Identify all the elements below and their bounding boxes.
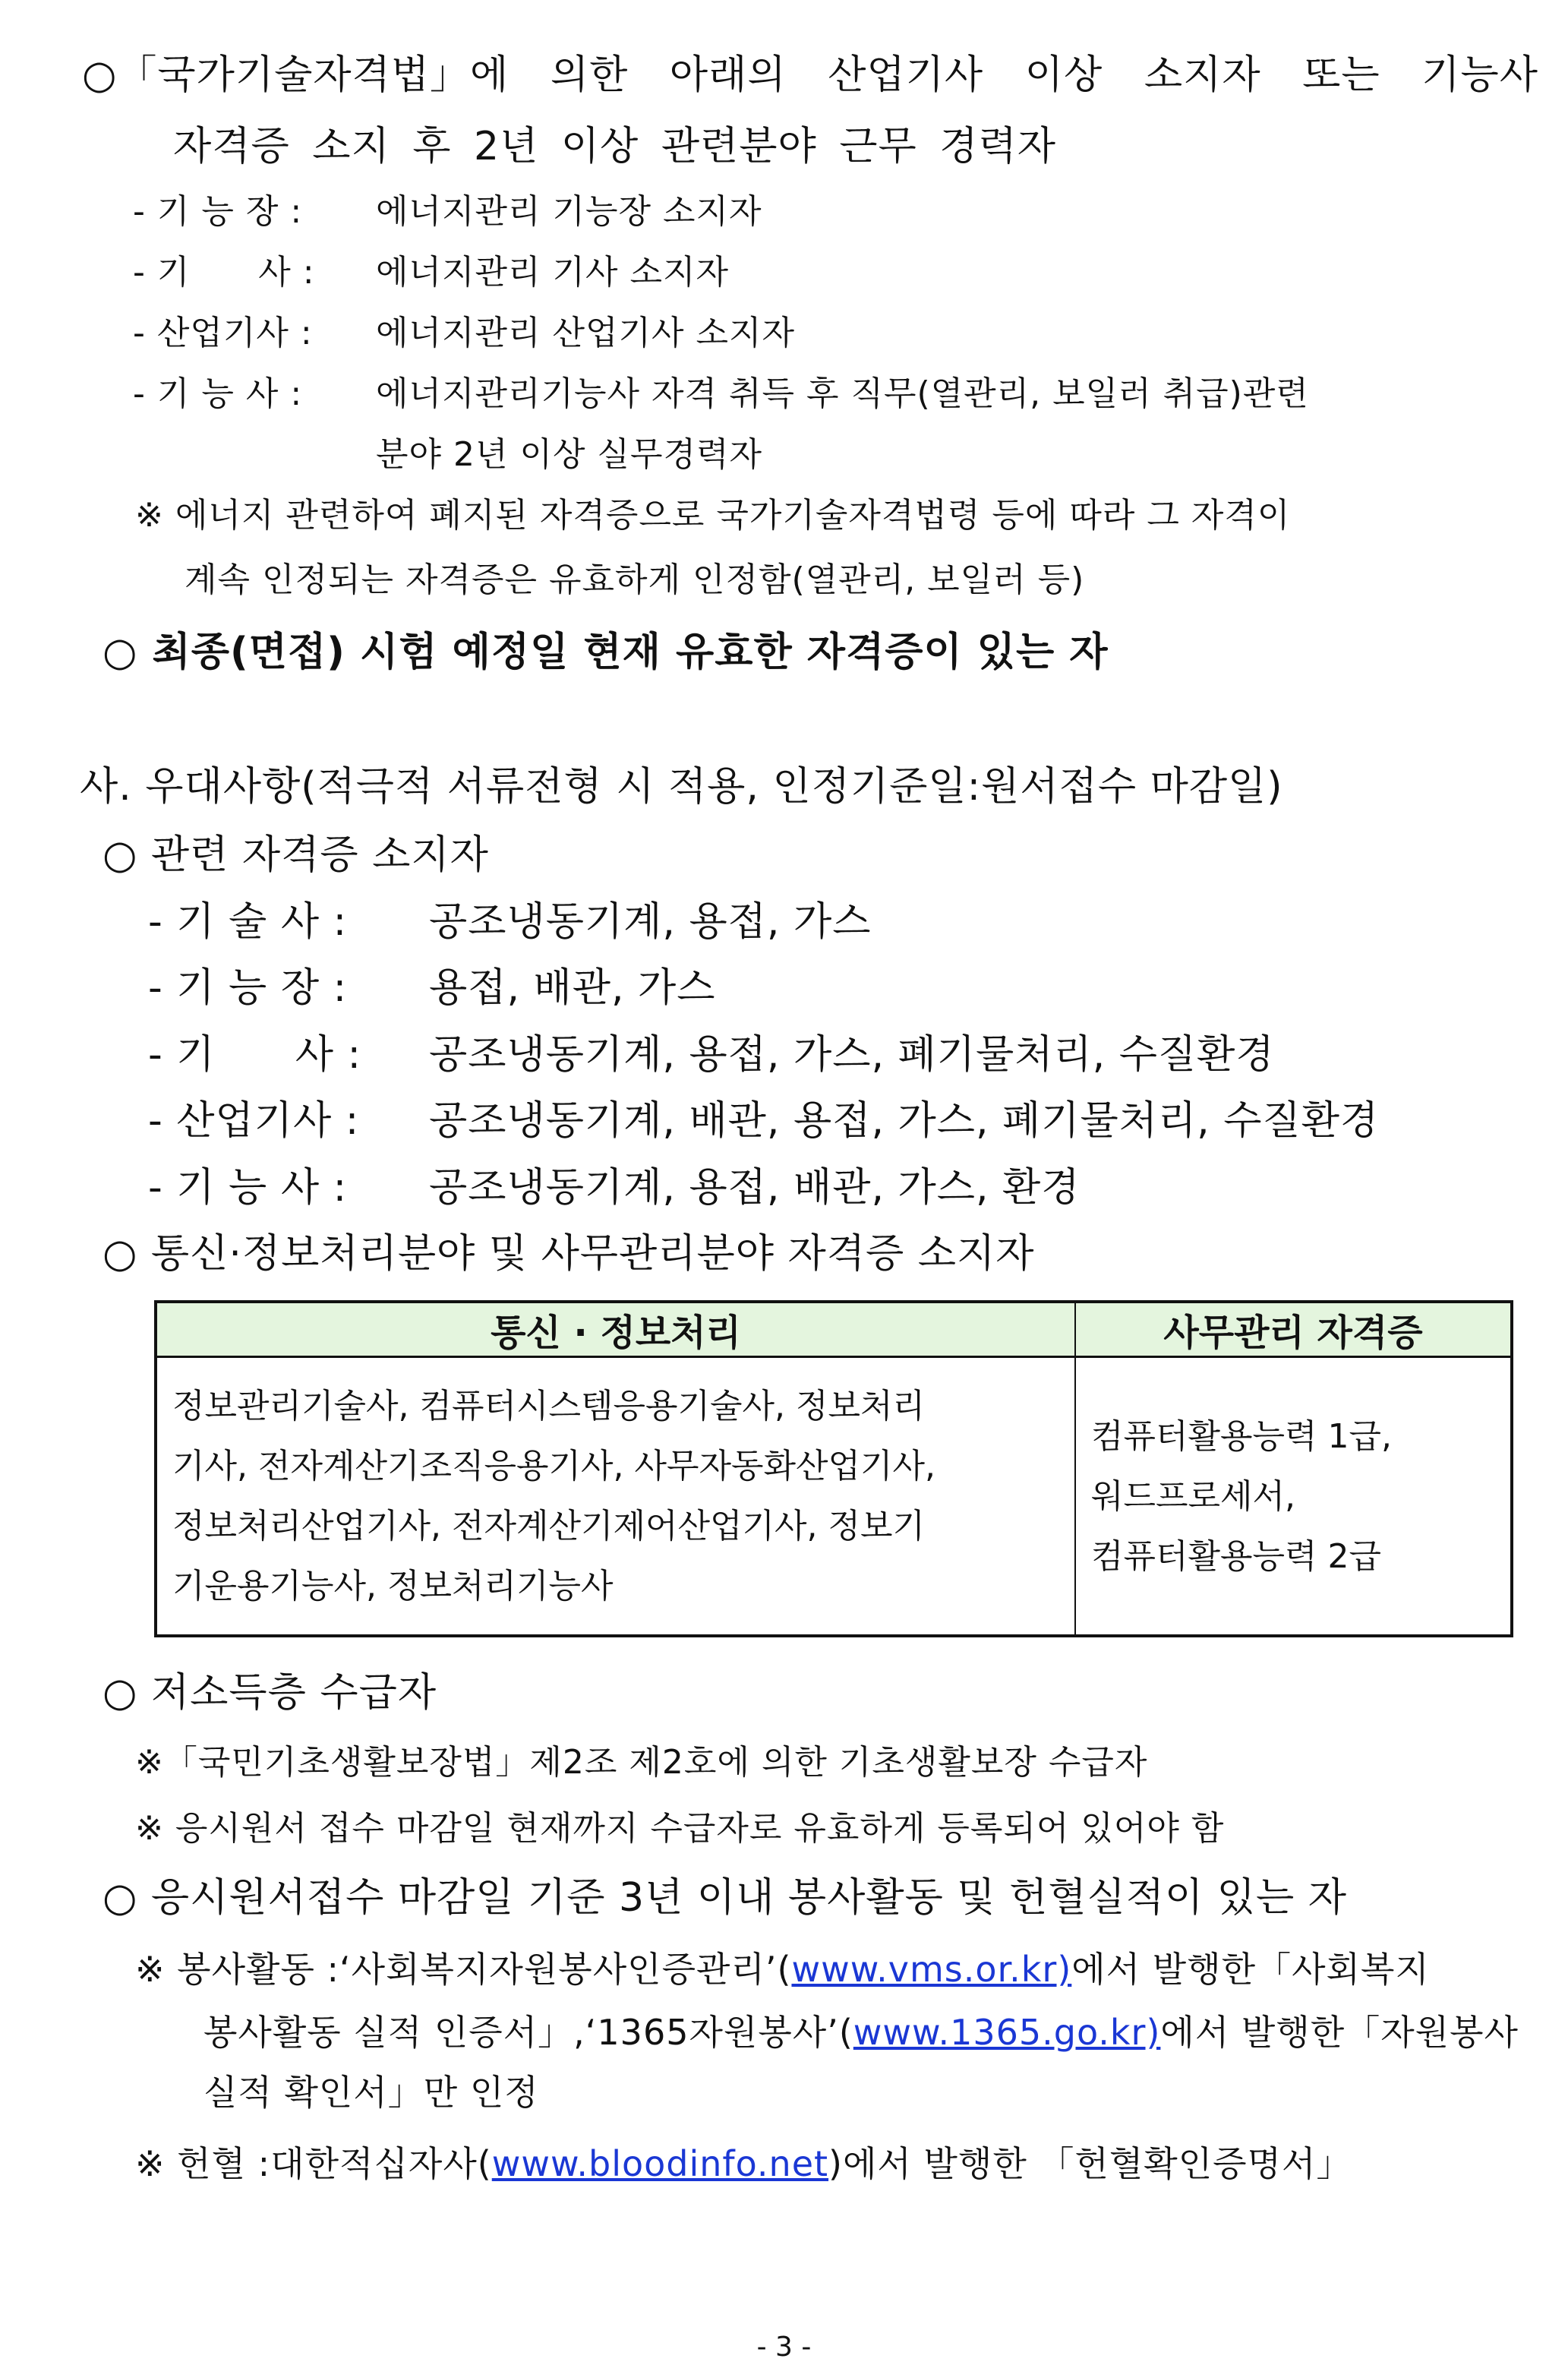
pref-item-text: 공조냉동기계, 배관, 용접, 가스, 폐기물처리, 수질환경 xyxy=(429,1098,1380,1144)
table-cell-line: 워드프로세서, xyxy=(1091,1476,1296,1516)
pref-item-label: - 기 술 사 : xyxy=(148,899,348,945)
cert-item-label: - 산업기사 : xyxy=(133,314,313,352)
cert-item-text: 에너지관리 산업기사 소지자 xyxy=(376,314,796,352)
volunteer-prefix: ※ 봉사활동 :‘사회복지자원봉사인증관리’( xyxy=(135,1949,792,1990)
table-cell-line: 정보관리기술사, 컴퓨터시스템응용기술사, 정보처리 xyxy=(172,1387,926,1426)
cert-note-line1: ※ 에너지 관련하여 폐지된 자격증으로 국가기술자격법령 등에 따라 그 자격이 xyxy=(135,496,1291,535)
blood-suffix: )에서 발행한 「헌혈확인증명서」 xyxy=(828,2143,1352,2184)
table-cell-office xyxy=(1075,1357,1512,1637)
pref-item-text: 용접, 배관, 가스 xyxy=(429,965,716,1011)
pref-item-label: - 기 능 장 : xyxy=(148,965,348,1011)
table-header-it: 통신 · 정보처리 xyxy=(156,1302,1075,1357)
cert-item-text: 에너지관리기능사 자격 취득 후 직무(열관리, 보일러 취급)관련 xyxy=(376,374,1309,413)
table-cell-line: 정보처리산업기사, 전자계산기제어산업기사, 정보기 xyxy=(172,1507,926,1546)
1365-link[interactable]: www.1365.go.kr) xyxy=(853,2012,1161,2053)
pref-item-text: 공조냉동기계, 용접, 배관, 가스, 환경 xyxy=(429,1165,1081,1211)
blood-prefix: ※ 헌혈 :대한적십자사( xyxy=(135,2143,492,2184)
pref-heading: 사. 우대사항(적극적 서류전형 시 적용, 인정기준일:원서접수 마감일) xyxy=(80,764,1283,810)
word: 소지자 xyxy=(1144,52,1261,98)
pref-bullet-3: ○ 저소득층 수급자 xyxy=(103,1670,437,1716)
page-number: - 3 - xyxy=(756,2332,812,2363)
word: 산업기사 xyxy=(828,52,984,98)
pref-item-text: 공조냉동기계, 용접, 가스, 폐기물처리, 수질환경 xyxy=(429,1032,1275,1078)
cert-note-line2: 계속 인정되는 자격증은 유효하게 인정함(열관리, 보일러 등) xyxy=(185,560,1085,599)
word: ○「국가기술자격법」에 xyxy=(82,52,510,98)
cert-item-text: 에너지관리 기능장 소지자 xyxy=(376,192,762,231)
volunteer-line2-prefix: 봉사활동 실적 인증서」,‘1365자원봉사’( xyxy=(203,2012,853,2053)
word: 이상 xyxy=(1024,52,1103,98)
word: 또는 xyxy=(1302,52,1380,98)
cert-main-bullet-line2: 자격증 소지 후 2년 이상 관련분야 근무 경력자 xyxy=(173,124,1056,169)
pref-bullet-4: ○ 응시원서접수 마감일 기준 3년 이내 봉사활동 및 헌혈실적이 있는 자 xyxy=(103,1875,1348,1921)
cert-item-2 xyxy=(133,314,795,354)
vms-link[interactable]: www.vms.or.kr) xyxy=(791,1949,1072,1990)
table-header-row xyxy=(156,1302,1512,1357)
cert-item-1 xyxy=(133,253,729,293)
volunteer-note-line1 xyxy=(135,1949,1430,1991)
qualification-table xyxy=(154,1300,1513,1637)
word: 의한 xyxy=(550,52,629,98)
volunteer-line2-suffix: 에서 발행한「자원봉사 xyxy=(1160,2012,1519,2053)
pref-item-label: - 기 사 : xyxy=(148,1032,361,1078)
pref-item-4 xyxy=(148,1164,1080,1211)
table-cell-line: 기운용기능사, 정보처리기능사 xyxy=(172,1567,614,1606)
volunteer-suffix: 에서 발행한「사회복지 xyxy=(1071,1949,1430,1990)
pref-item-2 xyxy=(148,1031,1275,1078)
pref-item-text: 공조냉동기계, 용접, 가스 xyxy=(429,899,872,945)
pref-bullet-2: ○ 통신·정보처리분야 및 사무관리분야 자격증 소지자 xyxy=(103,1231,1035,1277)
cert-final-bullet: ○ 최종(면접) 시험 예정일 현재 유효한 자격증이 있는 자 xyxy=(103,630,1109,675)
cert-item-label: - 기 능 사 : xyxy=(133,374,303,413)
table-cell-line: 컴퓨터활용능력 1급, xyxy=(1091,1416,1392,1456)
table-row xyxy=(156,1357,1512,1637)
cert-main-bullet xyxy=(82,52,1538,99)
cert-item-label: - 기 사 : xyxy=(133,253,315,292)
pref-item-0 xyxy=(148,898,871,946)
pref-note-3a: ※「국민기초생활보장법」제2조 제2호에 의한 기초생활보장 수급자 xyxy=(135,1743,1148,1782)
table-header-office: 사무관리 자격증 xyxy=(1075,1302,1512,1357)
word: 기능사 xyxy=(1421,52,1538,98)
cert-item-0 xyxy=(133,192,762,232)
pref-item-label: - 산업기사 : xyxy=(148,1098,360,1144)
cert-item-label: - 기 능 장 : xyxy=(133,192,303,231)
table-cell-it xyxy=(156,1357,1075,1637)
pref-item-1 xyxy=(148,965,716,1012)
pref-item-3 xyxy=(148,1097,1379,1145)
blood-note xyxy=(135,2143,1352,2185)
pref-note-3b: ※ 응시원서 접수 마감일 현재까지 수급자로 유효하게 등록되어 있어야 함 xyxy=(135,1809,1225,1848)
cert-item-text: 에너지관리 기사 소지자 xyxy=(376,253,730,292)
cert-item-3-line2: 분야 2년 이상 실무경력자 xyxy=(376,435,762,474)
word: 아래의 xyxy=(669,52,787,98)
volunteer-note-line2 xyxy=(203,2012,1519,2054)
bloodinfo-link[interactable]: www.bloodinfo.net xyxy=(491,2143,829,2184)
table-cell-line: 기사, 전자계산기조직응용기사, 사무자동화산업기사, xyxy=(172,1447,936,1486)
table-cell-line: 컴퓨터활용능력 2급 xyxy=(1091,1536,1382,1576)
pref-bullet-1: ○ 관련 자격증 소지자 xyxy=(103,832,489,878)
volunteer-note-line3: 실적 확인서」만 인정 xyxy=(203,2072,539,2113)
pref-item-label: - 기 능 사 : xyxy=(148,1165,348,1211)
cert-item-3 xyxy=(133,374,1309,415)
